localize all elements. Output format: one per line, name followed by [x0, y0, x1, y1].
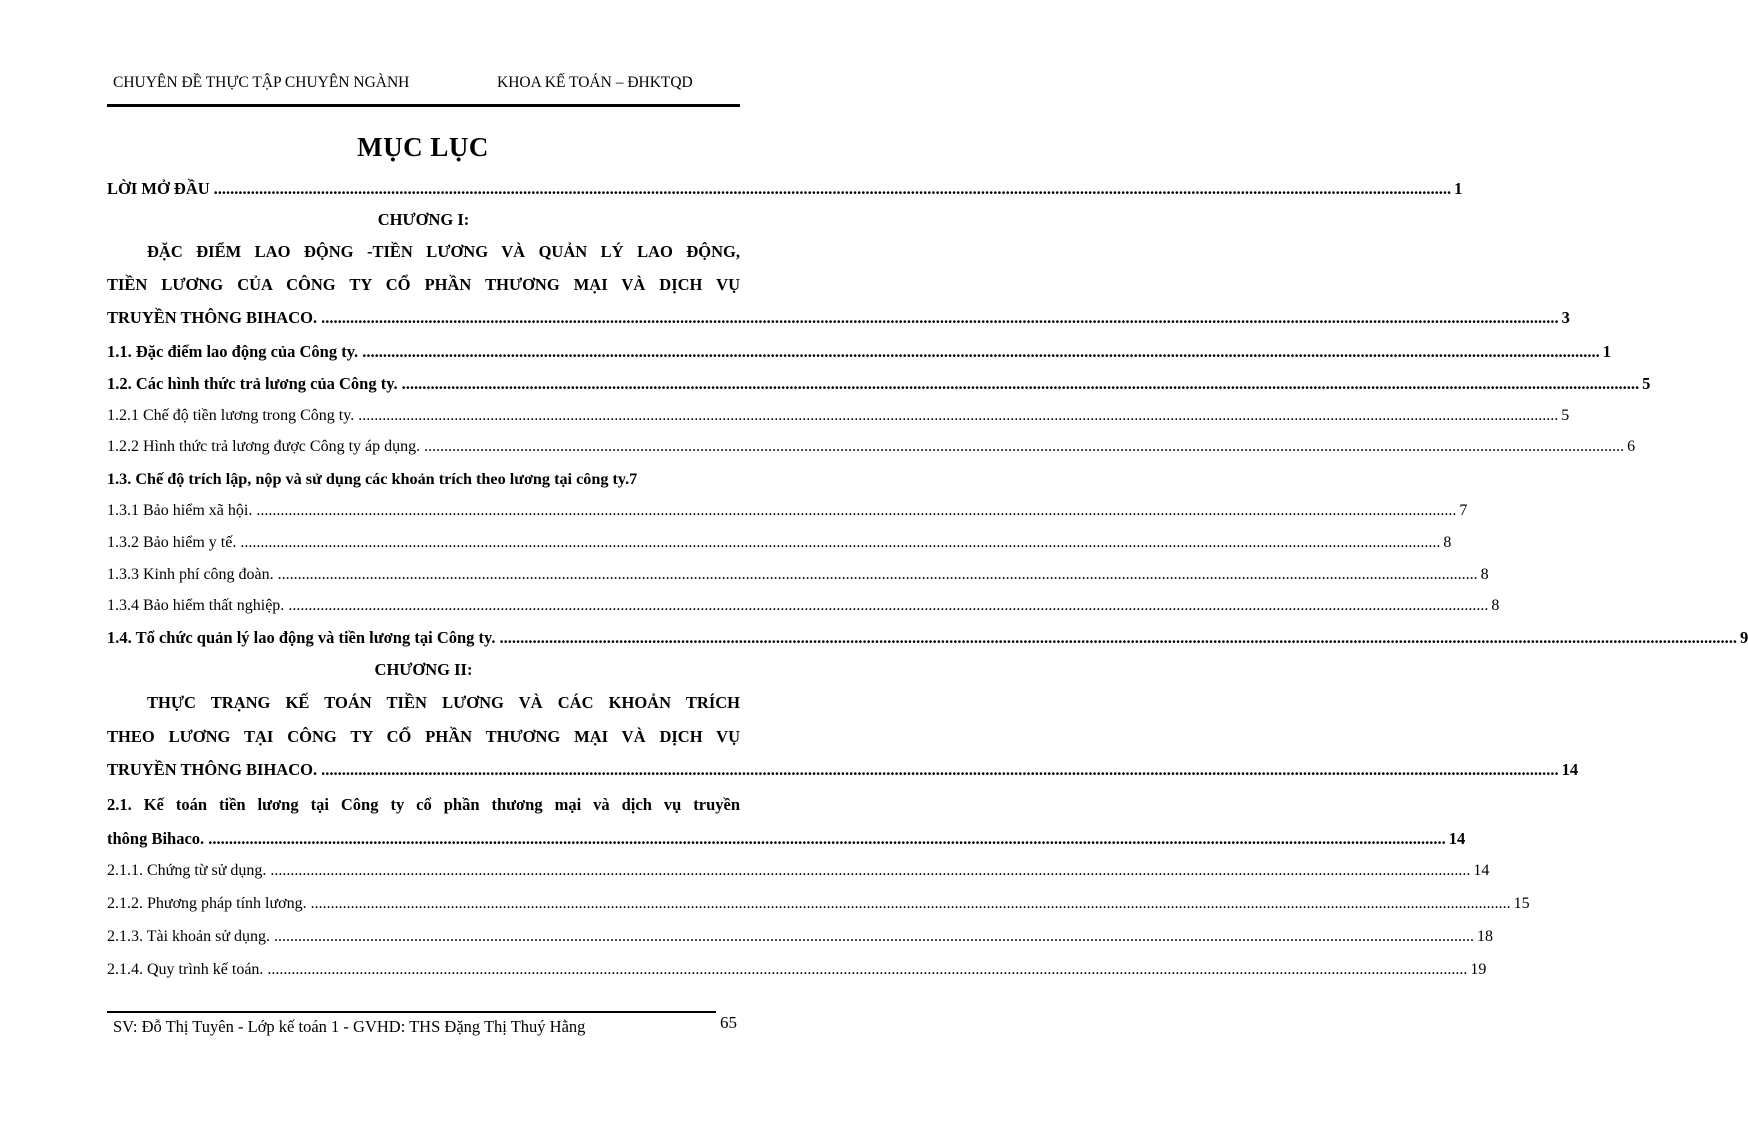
leader-dots: ............................................................................................................................................................................................................................................................................................................: [358, 407, 1559, 424]
toc-entry-1-2[interactable]: 1.2. Các hình thức trả lương của Công ty. ............................................................................................................................................................................................................................................................................................................ 5: [107, 369, 740, 399]
leader-dots: ............................................................................................................................................................................................................................................................................................................: [274, 928, 1475, 945]
toc-entry-intro[interactable]: LỜI MỞ ĐẦU ............................................................................................................................................................................................................................................................................................................ 1: [107, 174, 740, 204]
toc-entry-2-1-3[interactable]: 2.1.3. Tài khoản sử dụng. ............................................................................................................................................................................................................................................................................................................ 18: [107, 922, 740, 952]
footer-divider: [107, 1011, 716, 1013]
toc-page-number: 1: [1454, 179, 1463, 198]
leader-dots: ............................................................................................................................................................................................................................................................................................................: [499, 628, 1737, 647]
leader-dots: ............................................................................................................................................................................................................................................................................................................: [267, 961, 1468, 978]
leader-dots: ............................................................................................................................................................................................................................................................................................................: [270, 862, 1471, 879]
toc-entry-2-1-line-1[interactable]: 2.1. Kế toán tiền lương tại Công ty cổ phần thương mại và dịch vụ truyền: [107, 795, 740, 814]
chapter-1-title-line-1: ĐẶC ĐIỂM LAO ĐỘNG -TIỀN LƯƠNG VÀ QUẢN LÝ LAO ĐỘNG,: [147, 242, 740, 261]
toc-entry-chapter-2[interactable]: TRUYỀN THÔNG BIHACO. ............................................................................................................................................................................................................................................................................................................ 14: [107, 755, 740, 785]
toc-page-number: 5: [1642, 374, 1651, 393]
toc-entry-1-4[interactable]: 1.4. Tổ chức quản lý lao động và tiền lương tại Công ty. ............................................................................................................................................................................................................................................................................................................ 9: [107, 623, 740, 653]
chapter-1-heading: CHƯƠNG I:: [377, 210, 470, 229]
toc-page-number: 14: [1561, 760, 1579, 779]
toc-page-number: 19: [1470, 961, 1487, 978]
leader-dots: ............................................................................................................................................................................................................................................................................................................: [288, 597, 1489, 614]
toc-page-number: 15: [1513, 895, 1530, 912]
chapter-2-title-line-1: THỰC TRẠNG KẾ TOÁN TIỀN LƯƠNG VÀ CÁC KHOẢN TRÍCH: [147, 693, 740, 712]
leader-dots: ............................................................................................................................................................................................................................................................................................................: [310, 895, 1511, 912]
leader-dots: ............................................................................................................................................................................................................................................................................................................: [277, 566, 1478, 583]
toc-page-number: 8: [1491, 597, 1500, 614]
toc-page-number: 8: [1443, 534, 1452, 551]
toc-entry-1-2-2[interactable]: 1.2.2 Hình thức trả lương được Công ty áp dụng. ............................................................................................................................................................................................................................................................................................................ 6: [107, 432, 740, 462]
toc-page-number: 3: [1561, 308, 1570, 327]
toc-page-number: 6: [1627, 438, 1636, 455]
header-left-text: CHUYÊN ĐỀ THỰC TẬP CHUYÊN NGÀNH: [113, 74, 410, 91]
page-header: [107, 74, 740, 98]
toc-entry-2-1-2[interactable]: 2.1.2. Phương pháp tính lương. ............................................................................................................................................................................................................................................................................................................ 15: [107, 889, 740, 919]
toc-entry-2-1[interactable]: thông Bihaco. ............................................................................................................................................................................................................................................................................................................ 14: [107, 824, 740, 854]
leader-dots: ............................................................................................................................................................................................................................................................................................................: [213, 179, 1452, 198]
leader-dots: ............................................................................................................................................................................................................................................................................................................: [208, 829, 1446, 848]
toc-page-number: 5: [1561, 407, 1570, 424]
leader-dots: ............................................................................................................................................................................................................................................................................................................: [401, 374, 1640, 393]
footer-page-number: 65: [720, 1013, 737, 1032]
toc-page-number: 1: [1602, 342, 1611, 361]
toc-entry-1-1[interactable]: 1.1. Đặc điểm lao động của Công ty. ............................................................................................................................................................................................................................................................................................................ 1: [107, 337, 740, 367]
toc-entry-1-3-1[interactable]: 1.3.1 Bảo hiểm xã hội. ............................................................................................................................................................................................................................................................................................................ 7: [107, 496, 740, 526]
toc-page-number: 9: [1740, 628, 1748, 647]
page-title: MỤC LỤC: [357, 132, 489, 162]
chapter-2-heading: CHƯƠNG II:: [374, 660, 473, 679]
toc-entry-1-3-3[interactable]: 1.3.3 Kinh phí công đoàn. ............................................................................................................................................................................................................................................................................................................ 8: [107, 560, 740, 590]
toc-page-number: 18: [1477, 928, 1494, 945]
toc-page-number: 14: [1473, 862, 1490, 879]
toc-entry-1-3[interactable]: 1.3. Chế độ trích lập, nộp và sử dụng các khoản trích theo lương tại công ty.7: [107, 470, 638, 488]
chapter-1-title-line-2: TIỀN LƯƠNG CỦA CÔNG TY CỔ PHẦN THƯƠNG MẠI VÀ DỊCH VỤ: [107, 275, 740, 294]
toc-entry-1-3-4[interactable]: 1.3.4 Bảo hiểm thất nghiệp. ............................................................................................................................................................................................................................................................................................................ 8: [107, 591, 740, 621]
leader-dots: ............................................................................................................................................................................................................................................................................................................: [424, 438, 1625, 455]
header-divider: [107, 104, 740, 107]
toc-entry-2-1-1[interactable]: 2.1.1. Chứng từ sử dụng. ............................................................................................................................................................................................................................................................................................................ 14: [107, 856, 740, 886]
toc-entry-1-2-1[interactable]: 1.2.1 Chế độ tiền lương trong Công ty. ............................................................................................................................................................................................................................................................................................................ 5: [107, 401, 740, 431]
toc-entry-chapter-1[interactable]: TRUYỀN THÔNG BIHACO. ............................................................................................................................................................................................................................................................................................................ 3: [107, 303, 740, 333]
leader-dots: ............................................................................................................................................................................................................................................................................................................: [362, 342, 1600, 361]
leader-dots: ............................................................................................................................................................................................................................................................................................................: [256, 502, 1457, 519]
toc-entry-2-1-4[interactable]: 2.1.4. Quy trình kế toán. ............................................................................................................................................................................................................................................................................................................ 19: [107, 955, 740, 985]
leader-dots: ............................................................................................................................................................................................................................................................................................................: [240, 534, 1441, 551]
toc-page-number: 7: [1459, 502, 1468, 519]
header-right-text: KHOA KẾ TOÁN – ĐHKTQD: [497, 74, 693, 91]
leader-dots: ............................................................................................................................................................................................................................................................................................................: [321, 760, 1559, 779]
toc-page-number: 8: [1480, 566, 1489, 583]
chapter-2-title-line-2: THEO LƯƠNG TẠI CÔNG TY CỔ PHẦN THƯƠNG MẠI VÀ DỊCH VỤ: [107, 727, 740, 746]
leader-dots: ............................................................................................................................................................................................................................................................................................................: [321, 308, 1559, 327]
toc-entry-1-3-2[interactable]: 1.3.2 Bảo hiểm y tế. ............................................................................................................................................................................................................................................................................................................ 8: [107, 528, 740, 558]
footer-text: SV: Đỗ Thị Tuyên - Lớp kế toán 1 - GVHD: THS Đặng Thị Thuý Hằng: [113, 1017, 586, 1036]
toc-page-number: 14: [1448, 829, 1466, 848]
